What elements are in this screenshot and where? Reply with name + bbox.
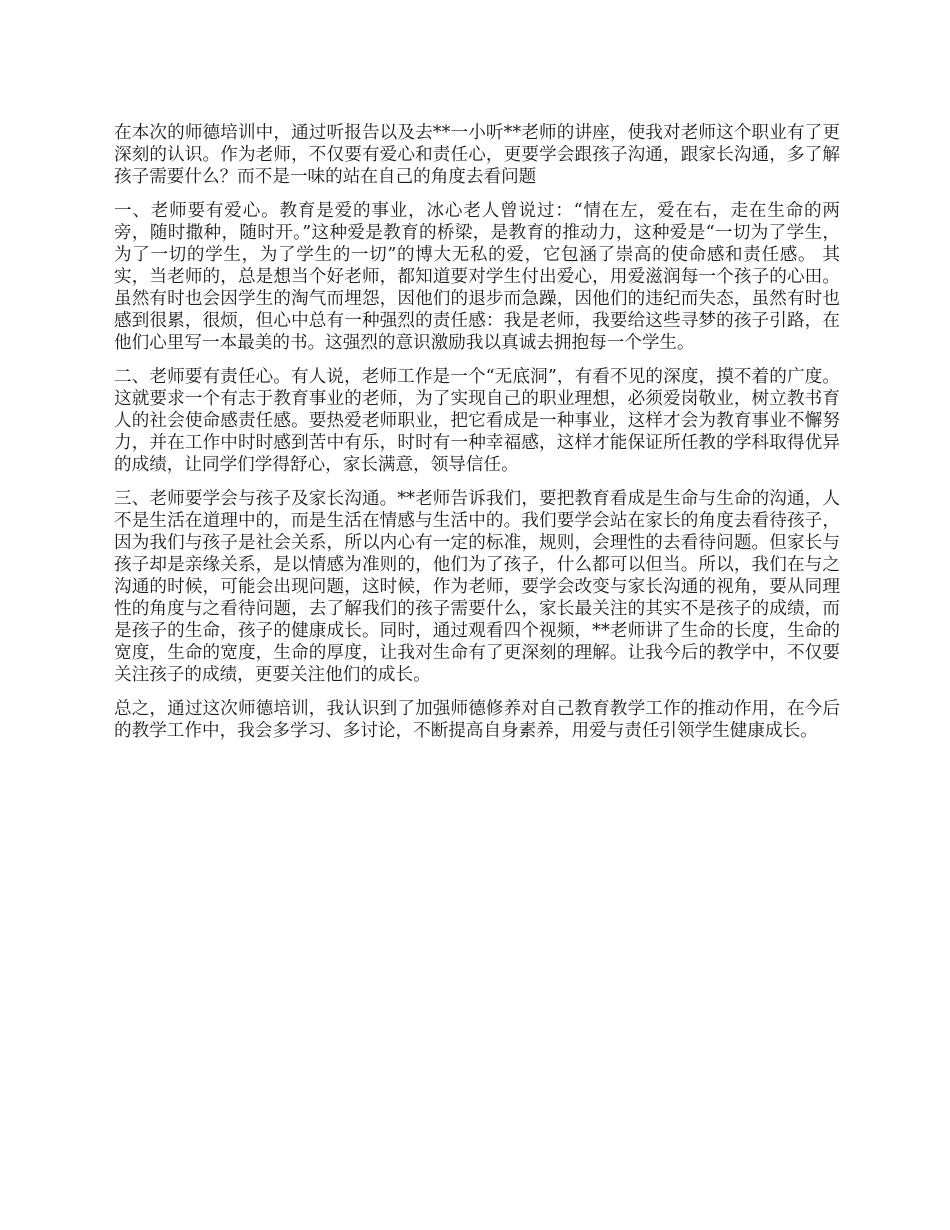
section-one-love-paragraph: 一、老师要有爱心。教育是爱的事业，冰心老人曾说过：“情在左，爱在右，走在生命的两旁，随时撒种，随时开。”这种爱是教育的桥梁，是教育的推动力，这种爱是“一切为了学生，为了一切的学生，为了学生的一切”的博大无私的爱，它包涵了崇高的使命感和责任感。 其实，当老师的，总是想当个好老师，都知道要对学生付出爱心，用爱滋润每一个孩子的心田。虽然有时也会因学生的淘气而埋怨，因他们的退步而急躁，因他们的违纪而失态，虽然有时也感到很累，很烦，但心中总有一种强烈的责任感：我是老师，我要给这些寻梦的孩子引路，在他们心里写一本最美的书。这强烈的意识激励我以真诚去拥抱每一个学生。 <box>114 201 840 353</box>
conclusion-paragraph: 总之，通过这次师德培训，我认识到了加强师德修养对自己教育教学工作的推动作用，在今后的教学工作中，我会多学习、多讨论，不断提高自身素养，用爱与责任引领学生健康成长。 <box>114 699 840 741</box>
intro-paragraph: 在本次的师德培训中，通过听报告以及去**一小听**老师的讲座，使我对老师这个职业有了更深刻的认识。作为老师，不仅要有爱心和责任心，更要学会跟孩子沟通，跟家长沟通，多了解孩子需要什么？而不是一味的站在自己的角度去看问题 <box>114 123 840 187</box>
section-two-responsibility-paragraph: 二、老师要有责任心。有人说，老师工作是一个“无底洞”，有看不见的深度，摸不着的广度。这就要求一个有志于教育事业的老师，为了实现自己的职业理想，必须爱岗敬业，树立教书育人的社会使命感责任感。要热爱老师职业，把它看成是一种事业，这样才会为教育事业不懈努力，并在工作中时时感到苦中有乐，时时有一种幸福感，这样才能保证所任教的学科取得优异的成绩，让同学们学得舒心，家长满意，领导信任。 <box>114 367 840 475</box>
document-body <box>114 122 840 754</box>
section-three-communication-paragraph: 三、老师要学会与孩子及家长沟通。**老师告诉我们，要把教育看成是生命与生命的沟通，人不是生活在道理中的，而是生活在情感与生活中的。我们要学会站在家长的角度去看待孩子，因为我们与孩子是社会关系，所以内心有一定的标准，规则，会理性的去看待问题。但家长与孩子却是亲缘关系，是以情感为准则的，他们为了孩子，什么都可以但当。所以，我们在与之沟通的时候，可能会出现问题，这时候，作为老师，要学会改变与家长沟通的视角，要从同理性的角度与之看待问题，去了解我们的孩子需要什么，家长最关注的其实不是孩子的成绩，而是孩子的生命，孩子的健康成长。同时，通过观看四个视频，**老师讲了生命的长度，生命的宽度，生命的宽度，生命的厚度，让我对生命有了更深刻的理解。让我今后的教学中，不仅要关注孩子的成绩，更要关注他们的成长。 <box>114 489 840 685</box>
